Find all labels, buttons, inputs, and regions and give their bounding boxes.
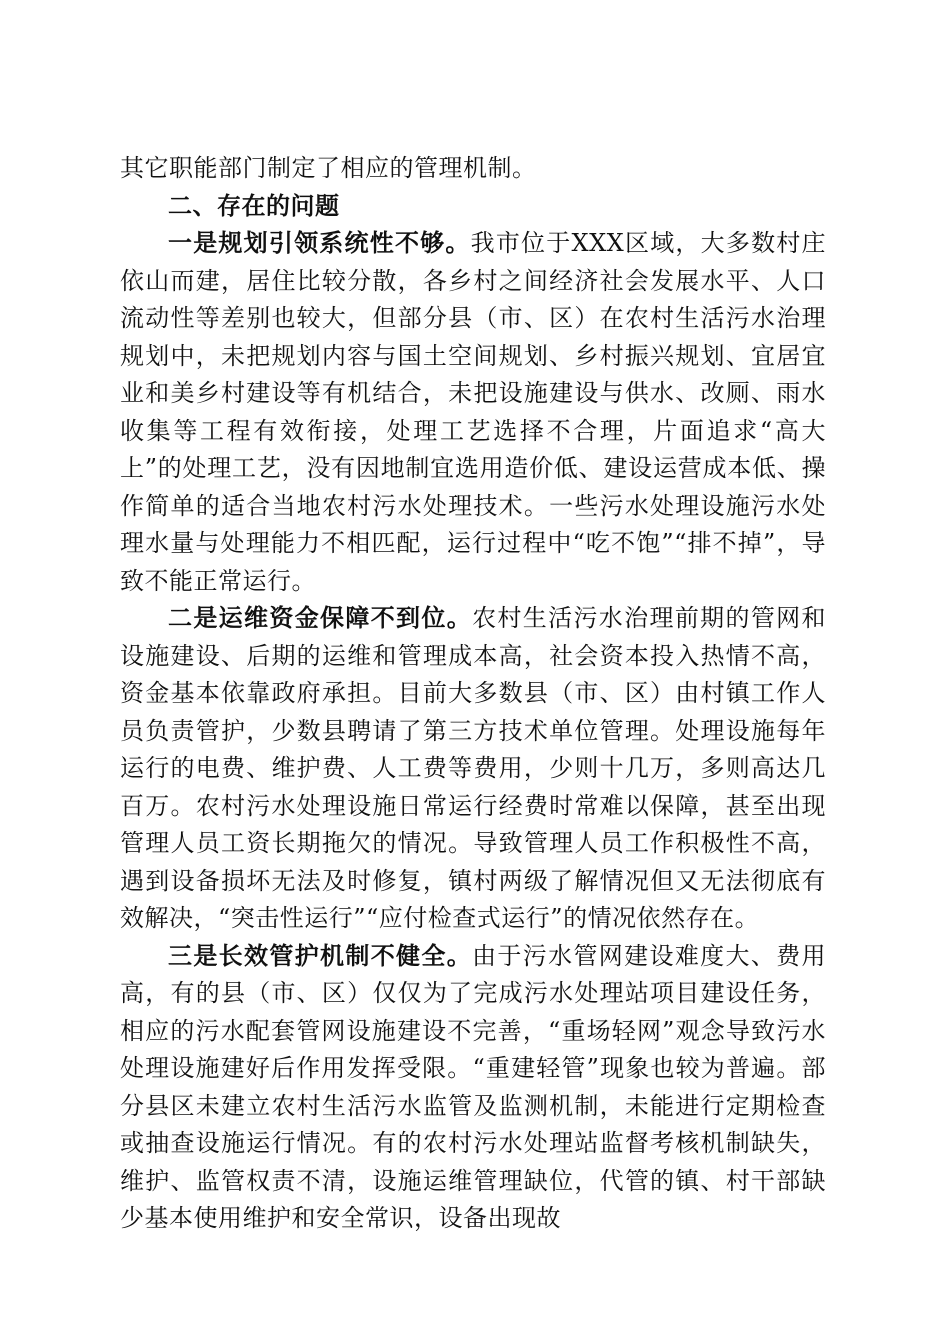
problem-lead-1: 一是规划引领系统性不够。 [168, 229, 471, 257]
section-heading: 二、存在的问题 [168, 191, 340, 220]
document-body [120, 150, 826, 1238]
problem-body-1: 我市位于XXX区域，大多数村庄依山而建，居住比较分散，各乡村之间经济社会发展水平、人口流动性等差别也较大，但部分县（市、区）在农村生活污水治理规划中，未把规划内容与国土空间规划、乡村振兴规划、宜居宜业和美乡村建设等有机结合，未把设施建设与供水、改厕、雨水收集等工程有效衔接，处理工艺选择不合理，片面追求“高大上”的处理工艺，没有因地制宜选用造价低、建设运营成本低、操作简单的适合当地农村污水处理技术。一些污水处理设施污水处理水量与处理能力不相匹配，运行过程中“吃不饱”“排不掉”，导致不能正常运行。 [120, 229, 826, 595]
continued-paragraph: 其它职能部门制定了相应的管理机制。 [120, 154, 537, 182]
problem-lead-3: 三是长效管护机制不健全。 [168, 941, 473, 970]
problem-body-3: 由于污水管网建设难度大、费用高，有的县（市、区）仅仅为了完成污水处理站项目建设任务，相应的污水配套管网设施建设不完善，“重场轻网”观念导致污水处理设施建好后作用发挥受限。“重建轻管”现象也较为普遍。部分县区未建立农村生活污水监管及监测机制，未能进行定期检查或抽查设施运行情况。有的农村污水处理站监督考核机制缺失，维护、监管权责不清，设施运维管理缺位，代管的镇、村干部缺少基本使用维护和安全常识，设备出现故 [120, 941, 827, 1232]
problem-body-2: 农村生活污水治理前期的管网和设施建设、后期的运维和管理成本高，社会资本投入热情不高，资金基本依靠政府承担。目前大多数县（市、区）由村镇工作人员负责管护，少数县聘请了第三方技术单位管理。处理设施每年运行的电费、维护费、人工费等费用，少则十几万，多则高达几百万。农村污水处理设施日常运行经费时常难以保障，甚至出现管理人员工资长期拖欠的情况。导致管理人员工作积极性不高，遇到设备损坏无法及时修复，镇村两级了解情况但又无法彻底有效解决，“突击性运行”“应付检查式运行”的情况依然存在。 [120, 604, 827, 932]
problem-paragraph-1 [120, 225, 826, 600]
problem-paragraph-3 [120, 938, 826, 1238]
problem-lead-2: 二是运维资金保障不到位。 [168, 604, 473, 632]
problem-paragraph-2 [120, 600, 826, 938]
